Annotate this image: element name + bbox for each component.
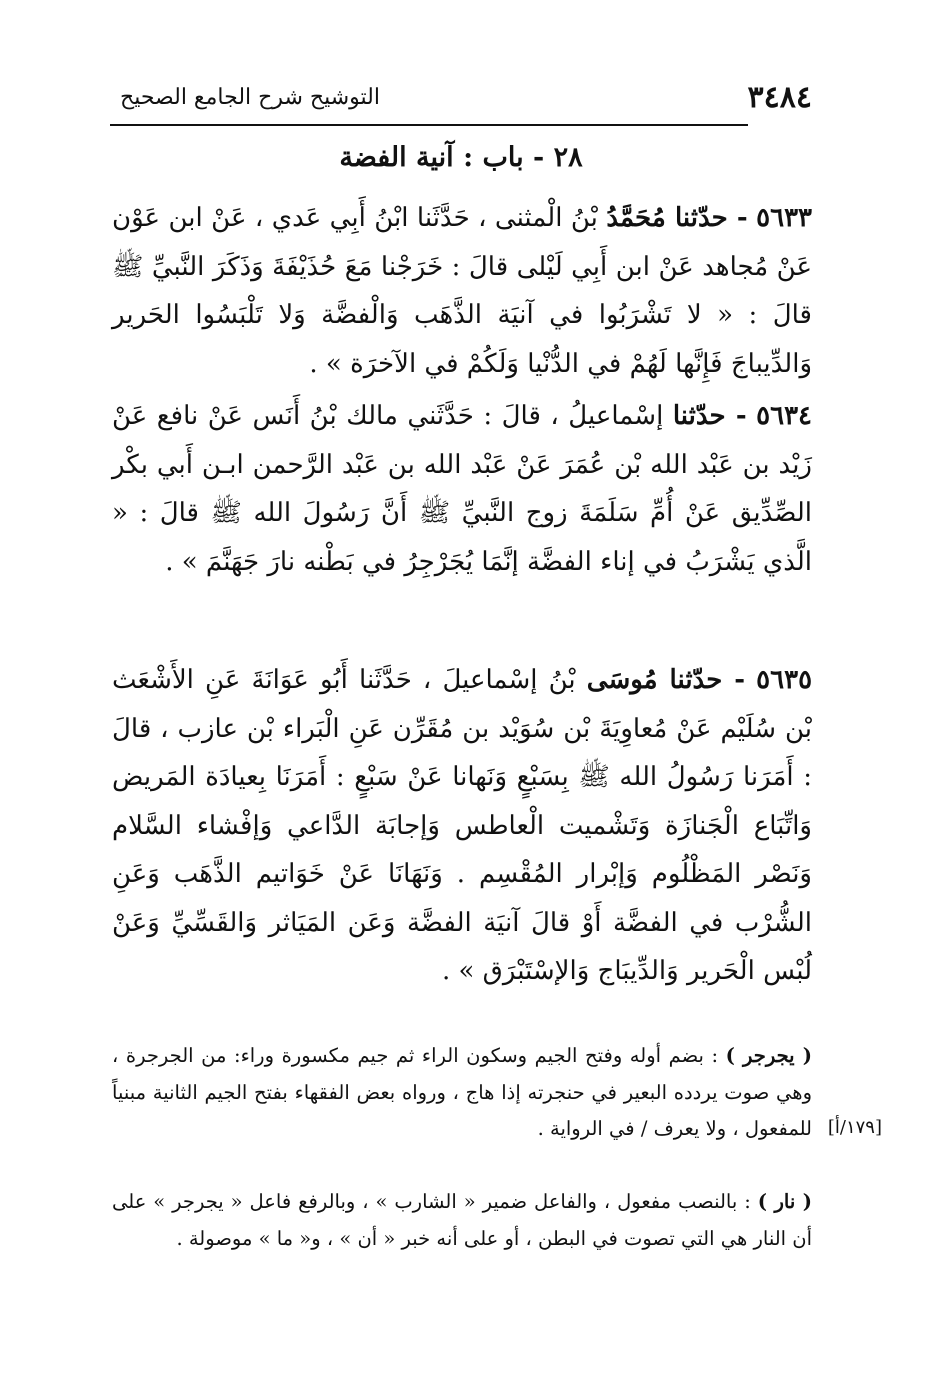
commentary-nar xyxy=(112,1184,812,1257)
hadith-text: بْنُ إسْماعيلَ ، حَدَّثَنا أَبُو عَوَانَةَ عَنِ الأَشْعَث بْن سُلَيْم عَنْ مُعاوِيَةَ بْن سُوَيْد بن مُقَرِّن عَنِ الْبَراء بْن عازب ، قالَ : أَمَرَنا رَسُولُ الله ﷺ بِسَبْعٍ وَنَهانا عَنْ سَبْعٍ : أَمَرَنَا بِعيادَة المَريض وَاتِّبَاع الْجَنازَة وَتَشْميت الْعاطس وَإجابَة الدَّاعي وَإفْشاء السَّلام وَنَصْر المَظْلُوم وَإبْرار المُقْسِم . وَنَهَانَا عَنْ خَوَاتيم الذَّهَب وَعَنِ الشُّرْب في الفضَّة أَوْ قالَ آنيَة الفضَّة وَعَن المَيَاثر وَالقَسِّيِّ وَعَنْ لُبْس الْحَرير وَالدِّيبَاج وَالإسْتَبْرَق » . xyxy=(112,665,812,986)
hadith-number: ٥٦٣٤ xyxy=(756,401,813,431)
commentary-text: : بضم أوله وفتح الجيم وسكون الراء ثم جيم مكسورة وراء: من الجرجرة ، وهي صوت يردده البعير في حنجرته إذا هاج ، ورواه بعض الفقهاء بفتح الجيم الثانية مبنياً للمفعول ، ولا يعرف / في الرواية . xyxy=(112,1044,812,1140)
hadith-5635: ٥٦٣٥ - حدّثنا مُوسَى بْنُ إسْماعيلَ ، حَدَّثَنا أَبُو عَوَانَةَ عَنِ الأَشْعَث بْن سُلَيْم عَنْ مُعاوِيَةَ بْن سُوَيْد بن مُقَرِّن عَنِ الْبَراء بْن عازب ، قالَ : أَمَرَنا رَسُولُ الله ﷺ بِسَبْعٍ وَنَهانا عَنْ سَبْعٍ : أَمَرَنَا بِعيادَة المَريض وَاتِّبَاع الْجَنازَة وَتَشْميت الْعاطس وَإجابَة الدَّاعي وَإفْشاء السَّلام وَنَصْر المَظْلُوم وَإبْرار المُقْسِم . وَنَهَانَا عَنْ خَوَاتيم الذَّهَب وَعَنِ الشُّرْب في الفضَّة أَوْ قالَ آنيَة الفضَّة وَعَن المَيَاثر وَالقَسِّيِّ وَعَنْ لُبْس الْحَرير وَالدِّيبَاج وَالإسْتَبْرَق » . xyxy=(112,665,813,986)
hadith-lead: حدّثنا مُحَمَّدُ xyxy=(606,203,728,233)
manuscript-folio-ref: [١٧٩/أ] xyxy=(827,1117,882,1138)
hadith-5634: ٥٦٣٤ - حدّثنا إسْماعيلُ ، قالَ : حَدَّثَني مالك بْنُ أَنَس عَنْ نافع عَنْ زَيْد بن عَبْد الله بْن عُمَرَ عَنْ عَبْد الله بن عَبْد الرَّحمن ابـن أَبي بكْر الصِّدِّيق عَنْ أُمِّ سَلَمَةَ زوج النَّبيِّ ﷺ أَنَّ رَسُولَ الله ﷺ قالَ : « الَّذي يَشْرَبُ في إناء الفضَّة إنَّمَا يُجَرْجِرُ في بَطْنه نارَ جَهَنَّمَ » . xyxy=(112,401,813,577)
hadith-text: إسْماعيلُ ، قالَ : حَدَّثَني مالك بْنُ أَنَس عَنْ نافع عَنْ زَيْد بن عَبْد الله بْن عُمَرَ عَنْ عَبْد الله بن عَبْد الرَّحمن ابـن أَبي بكْر الصِّدِّيق عَنْ أُمِّ سَلَمَةَ زوج النَّبيِّ ﷺ أَنَّ رَسُولَ الله ﷺ قالَ : « الَّذي يَشْرَبُ في إناء الفضَّة إنَّمَا يُجَرْجِرُ في بَطْنه نارَ جَهَنَّمَ » . xyxy=(112,401,812,577)
page-header xyxy=(110,78,812,118)
commentary-term: ( نار ) xyxy=(757,1190,812,1213)
hadith-text: بْنُ الْمثنى ، حَدَّثَنا ابْنُ أَبِي عَدي ، عَنْ ابن عَوْن عَنْ مُجاهد عَنْ ابن أَبِي لَيْلى قالَ : خَرَجْنا مَعَ حُذَيْفَةَ وَذَكَرَ النَّبيِّ ﷺ قالَ : « لا تَشْرَبُوا في آنيَة الذَّهَب وَالْفضَّة وَلا تَلْبَسُوا الحَرير وَالدِّيباجَ فَإِنَّها لَهُمْ في الدُّنْيا وَلَكُمْ في الآخرَة » . xyxy=(112,203,812,379)
hadith-lead: حدّثنا xyxy=(672,401,726,431)
hadith-5633: ٥٦٣٣ - حدّثنا مُحَمَّدُ بْنُ الْمثنى ، حَدَّثَنا ابْنُ أَبِي عَدي ، عَنْ ابن عَوْن عَنْ مُجاهد عَنْ ابن أَبِي لَيْلى قالَ : خَرَجْنا مَعَ حُذَيْفَةَ وَذَكَرَ النَّبيِّ ﷺ قالَ : « لا تَشْرَبُوا في آنيَة الذَّهَب وَالْفضَّة وَلا تَلْبَسُوا الحَرير وَالدِّيباجَ فَإِنَّها لَهُمْ في الدُّنْيا وَلَكُمْ في الآخرَة » . xyxy=(112,203,813,379)
commentary-term: ( يجرجر ) xyxy=(725,1044,812,1067)
hadith-number: ٥٦٣٣ xyxy=(756,203,813,233)
commentary-text: : بالنصب مفعول ، والفاعل ضمير « الشارب » ، وبالرفع فاعل « يجرجر » على أن النار هي التي تصوت في البطن ، أو على أنه خبر « أن » ، و« ما » موصولة . xyxy=(112,1190,812,1250)
chapter-title: ٢٨ - باب : آنية الفضة xyxy=(339,142,583,173)
commentary-yujarjir xyxy=(112,1038,812,1148)
hadith-lead: حدّثنا مُوسَى xyxy=(586,665,723,695)
header-rule xyxy=(110,124,748,126)
hadith-number: ٥٦٣٥ xyxy=(756,665,813,695)
running-title: التوشيح شرح الجامع الصحيح xyxy=(120,85,380,110)
page-number: ٣٤٨٤ xyxy=(747,80,812,115)
